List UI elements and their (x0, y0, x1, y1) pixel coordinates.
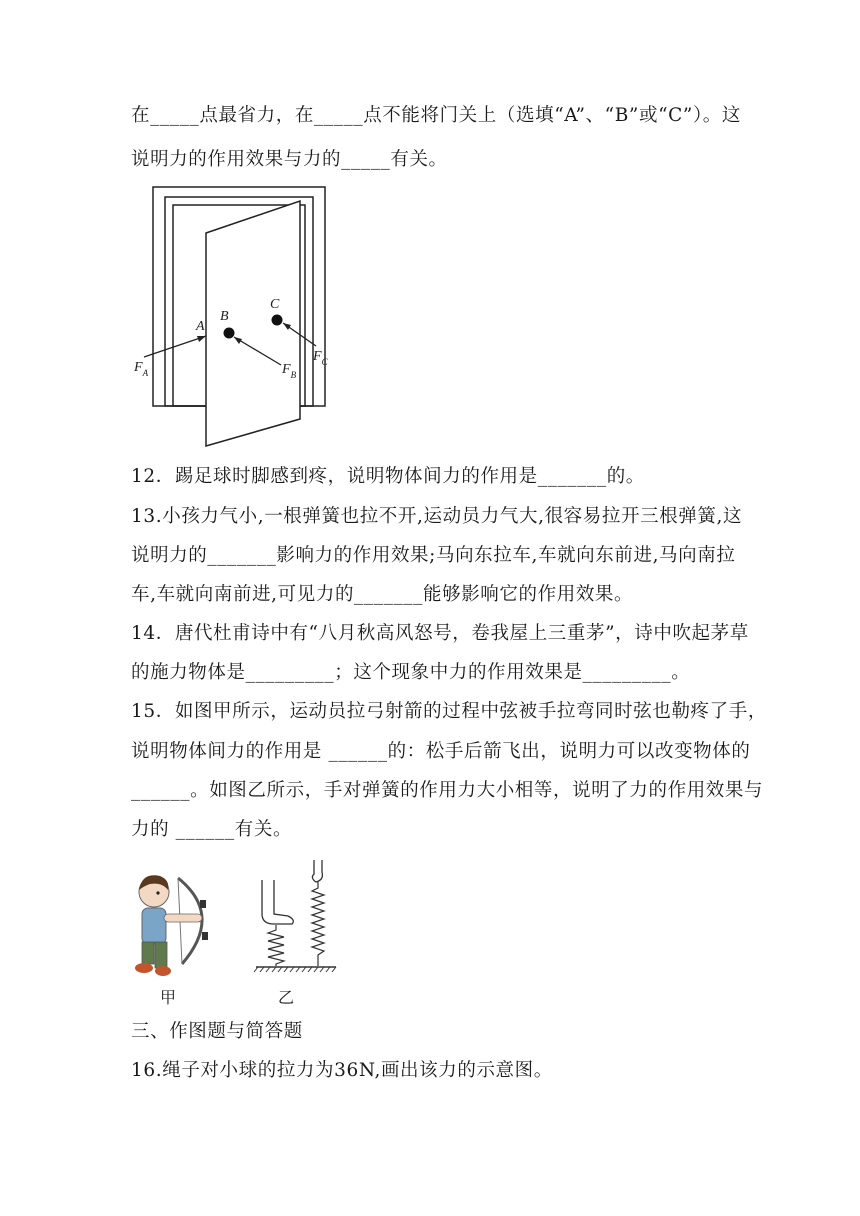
q15-line-3: ______。如图乙所示，手对弹簧的作用力大小相等，说明了力的作用效果与 (131, 780, 764, 801)
section-heading: 三、作图题与简答题 (131, 1021, 303, 1042)
q15-line-4: 力的 ______有关。 (131, 819, 293, 840)
caption-jia: 甲 (160, 988, 177, 1007)
hand-icon (312, 860, 322, 882)
label-a: A (196, 319, 205, 334)
q15-line-2: 说明物体间力的作用是 ______的：松手后箭飞出，说明力可以改变物体的 (131, 741, 751, 762)
q12-line: 12．踢足球时脚感到疼，说明物体间力的作用是_______的。 (131, 466, 645, 487)
q15-line-1: 15．如图甲所示，运动员拉弓射箭的过程中弦被手拉弯同时弦也勒疼了手， (131, 701, 767, 722)
q14-line-1: 14．唐代杜甫诗中有“八月秋高风怒号，卷我屋上三重茅”，诗中吹起茅草 (131, 623, 749, 644)
short-spring (268, 925, 284, 966)
label-fc: $F_C$ (313, 349, 328, 367)
q11-line-1: 在_____点最省力，在_____点不能将门关上（选填“A”、“B”或“C”）。这 (131, 105, 741, 126)
point-b-dot (224, 328, 235, 339)
q16-line: 16.绳子对小球的拉力为36N,画出该力的示意图。 (131, 1060, 553, 1081)
spring-figure (252, 858, 342, 978)
archer-figure (126, 860, 226, 980)
q13-line-2: 说明力的_______影响力的作用效果;马向东拉车,车就向东前进,马向南拉 (131, 545, 736, 566)
q13-line-1: 13.小孩力气小,一根弹簧也拉不开,运动员力气大,很容易拉开三根弹簧,这 (131, 506, 743, 527)
archer-body (142, 908, 166, 944)
label-b: B (220, 309, 229, 324)
point-c-dot (272, 315, 283, 326)
door-figure (130, 183, 340, 453)
q13-line-3: 车,车就向南前进,可见力的_______能够影响它的作用效果。 (131, 584, 634, 605)
label-fb: $F_B$ (282, 362, 297, 380)
label-fa: $F_A$ (134, 360, 149, 378)
q11-line-2: 说明力的作用效果与力的_____有关。 (131, 149, 448, 170)
q14-line-2: 的施力物体是_________；这个现象中力的作用效果是_________。 (131, 662, 691, 683)
label-c: C (270, 297, 280, 312)
tall-spring (312, 882, 324, 966)
foot-icon (262, 880, 293, 924)
caption-yi: 乙 (278, 988, 295, 1007)
